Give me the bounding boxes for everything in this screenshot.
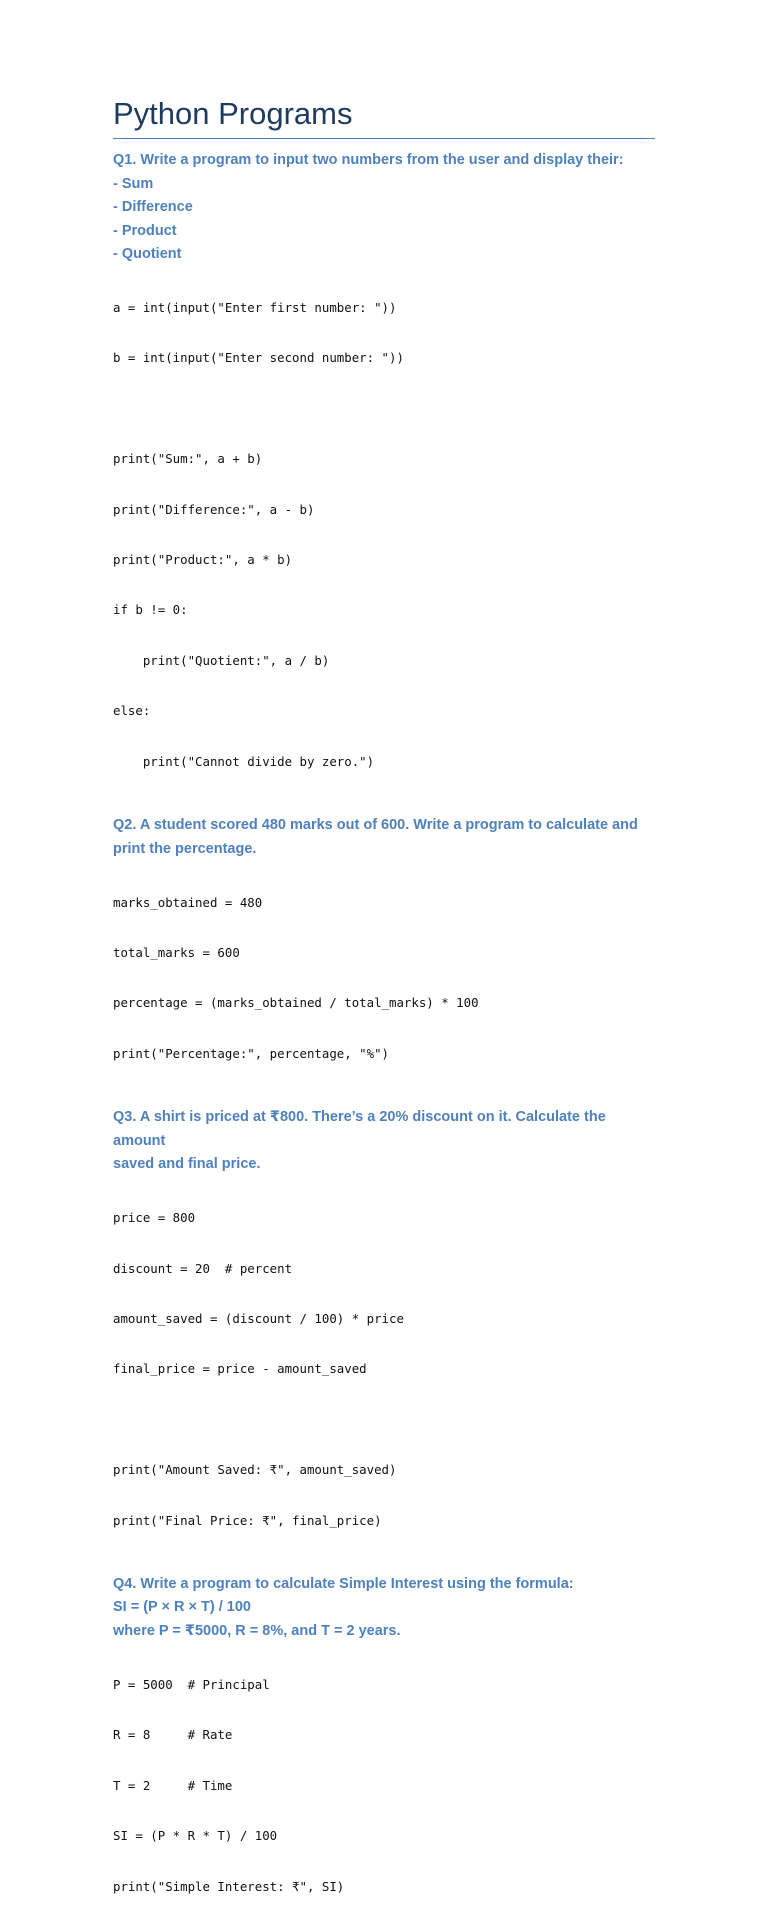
- code-line: total_marks = 600: [113, 944, 240, 960]
- question-line: SI = (P × R × T) / 100: [113, 1599, 251, 1616]
- code-line: discount = 20 # percent: [113, 1260, 293, 1276]
- code-line: R = 8 # Rate: [113, 1727, 233, 1743]
- question-line: Q3. A shirt is priced at ₹800. There’s a 20% discount on it. Calculate the amount: [113, 1109, 606, 1149]
- question-1: [113, 149, 655, 804]
- code-line: price = 800: [113, 1210, 196, 1226]
- question-line: print the percentage.: [113, 840, 257, 857]
- code-block: [113, 1643, 655, 1929]
- code-line: [113, 401, 655, 418]
- code-line: b = int(input("Enter second number: ")): [113, 350, 404, 366]
- code-line: print("Percentage:", percentage, "%"): [113, 1045, 390, 1061]
- code-line: print("Difference:", a - b): [113, 501, 315, 517]
- question-3: [113, 1106, 655, 1563]
- code-block: [113, 861, 655, 1096]
- question-line: - Quotient: [113, 246, 182, 262]
- question-line: Q1. Write a program to input two numbers from the user and display their:: [113, 152, 624, 168]
- question-line: - Product: [113, 222, 177, 239]
- code-line: print("Product:", a * b): [113, 552, 293, 568]
- question-line: Q4. Write a program to calculate Simple Interest using the formula:: [113, 1575, 574, 1592]
- code-block: [113, 267, 655, 805]
- question-line: - Difference: [113, 199, 193, 215]
- code-line: marks_obtained = 480: [113, 894, 263, 910]
- code-line: print("Quotient:", a / b): [113, 652, 330, 668]
- code-line: final_price = price - amount_saved: [113, 1361, 367, 1377]
- code-line: if b != 0:: [113, 602, 188, 618]
- code-line: print("Simple Interest: ₹", SI): [113, 1878, 345, 1894]
- code-line: P = 5000 # Principal: [113, 1677, 270, 1693]
- code-line: print("Cannot divide by zero."): [113, 753, 375, 769]
- code-line: SI = (P * R * T) / 100: [113, 1828, 278, 1844]
- code-line: print("Sum:", a + b): [113, 451, 263, 467]
- question-line: Q2. A student scored 480 marks out of 600. Write a program to calculate and: [113, 817, 638, 833]
- code-line: percentage = (marks_obtained / total_marks) * 100: [113, 995, 479, 1011]
- code-line: print("Amount Saved: ₹", amount_saved): [113, 1462, 397, 1478]
- code-line: print("Final Price: ₹", final_price): [113, 1512, 382, 1528]
- question-2: [113, 814, 655, 1096]
- document-page: [113, 94, 655, 1929]
- code-line: a = int(input("Enter first number: ")): [113, 300, 397, 316]
- code-block: [113, 1177, 655, 1563]
- code-line: else:: [113, 703, 151, 719]
- code-line: T = 2 # Time: [113, 1777, 233, 1793]
- question-line: where P = ₹5000, R = 8%, and T = 2 years.: [113, 1622, 401, 1639]
- question-line: saved and final price.: [113, 1156, 261, 1173]
- question-line: - Sum: [113, 175, 154, 192]
- question-4: [113, 1573, 655, 1929]
- page-title: Python Programs: [113, 94, 655, 139]
- code-line: amount_saved = (discount / 100) * price: [113, 1311, 404, 1327]
- code-line: [113, 1412, 655, 1429]
